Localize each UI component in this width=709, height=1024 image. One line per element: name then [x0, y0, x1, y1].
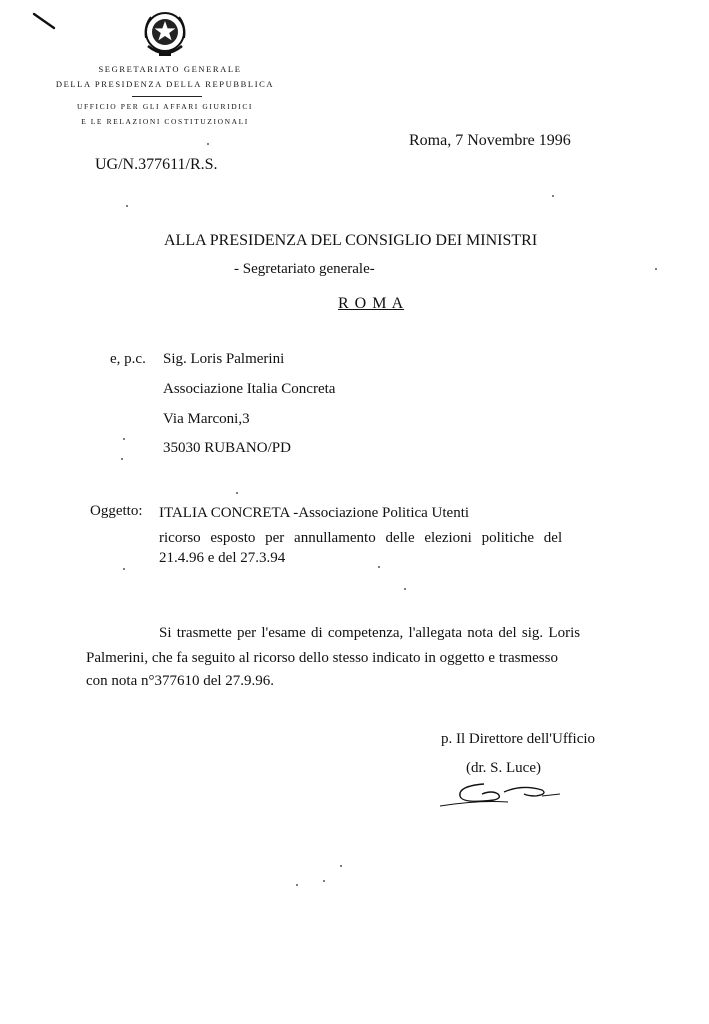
cc-label: e, p.c. [110, 351, 146, 367]
body-line-3: con nota n°377610 del 27.9.96. [86, 673, 275, 689]
signature-title: p. Il Direttore dell'Ufficio [441, 731, 596, 747]
letterhead-line-3: UFFICIO PER GLI AFFARI GIURIDICI [76, 102, 254, 111]
scan-speck [123, 438, 125, 440]
cc-street: Via Marconi,3 [163, 411, 250, 427]
cc-name: Sig. Loris Palmerini [163, 351, 285, 367]
scan-speck [340, 865, 342, 867]
scan-speck [552, 195, 554, 197]
scan-speck [404, 588, 406, 590]
scan-speck [323, 880, 325, 882]
letterhead-line-4: E LE RELAZIONI COSTITUZIONALI [81, 117, 249, 126]
recipient-line-2: - Segretariato generale- [234, 261, 375, 277]
signature-name: (dr. S. Luce) [466, 760, 541, 776]
body-line-2: Palmerini, che fa seguito al ricorso dello stesso indicato in oggetto e trasmesso [86, 650, 558, 666]
scan-speck [121, 458, 123, 460]
body-line-1: Si trasmette per l'esame di competenza, l'allegata nota del sig. Loris [159, 625, 581, 641]
scan-speck [207, 143, 209, 145]
recipient-city: R O M A [338, 295, 405, 312]
subject-label: Oggetto: [90, 503, 143, 519]
italian-republic-emblem-icon [142, 8, 188, 60]
letterhead-divider [132, 96, 202, 97]
scan-speck [126, 205, 128, 207]
subject-line-2: ricorso esposto per annullamento delle elezioni politiche del [159, 530, 563, 546]
scan-speck [655, 268, 657, 270]
cc-organization: Associazione Italia Concreta [163, 381, 336, 397]
recipient-line-1: ALLA PRESIDENZA DEL CONSIGLIO DEI MINISTRI [164, 232, 538, 249]
letterhead-line-2: DELLA PRESIDENZA DELLA REPUBBLICA [55, 79, 275, 89]
subject-line-1: ITALIA CONCRETA -Associazione Politica Utenti [159, 505, 470, 521]
handwritten-signature [438, 780, 566, 810]
scan-speck [123, 568, 125, 570]
letter-date: Roma, 7 Novembre 1996 [409, 132, 571, 149]
subject-line-3: 21.4.96 e del 27.3.94 [159, 550, 286, 566]
protocol-number: UG/N.377611/R.S. [95, 156, 218, 173]
letterhead-line-1: SEGRETARIATO GENERALE [98, 64, 242, 74]
scan-speck [236, 492, 238, 494]
scan-speck [378, 566, 380, 568]
scan-speck [296, 884, 298, 886]
stray-mark [32, 12, 56, 30]
cc-city: 35030 RUBANO/PD [163, 440, 291, 456]
